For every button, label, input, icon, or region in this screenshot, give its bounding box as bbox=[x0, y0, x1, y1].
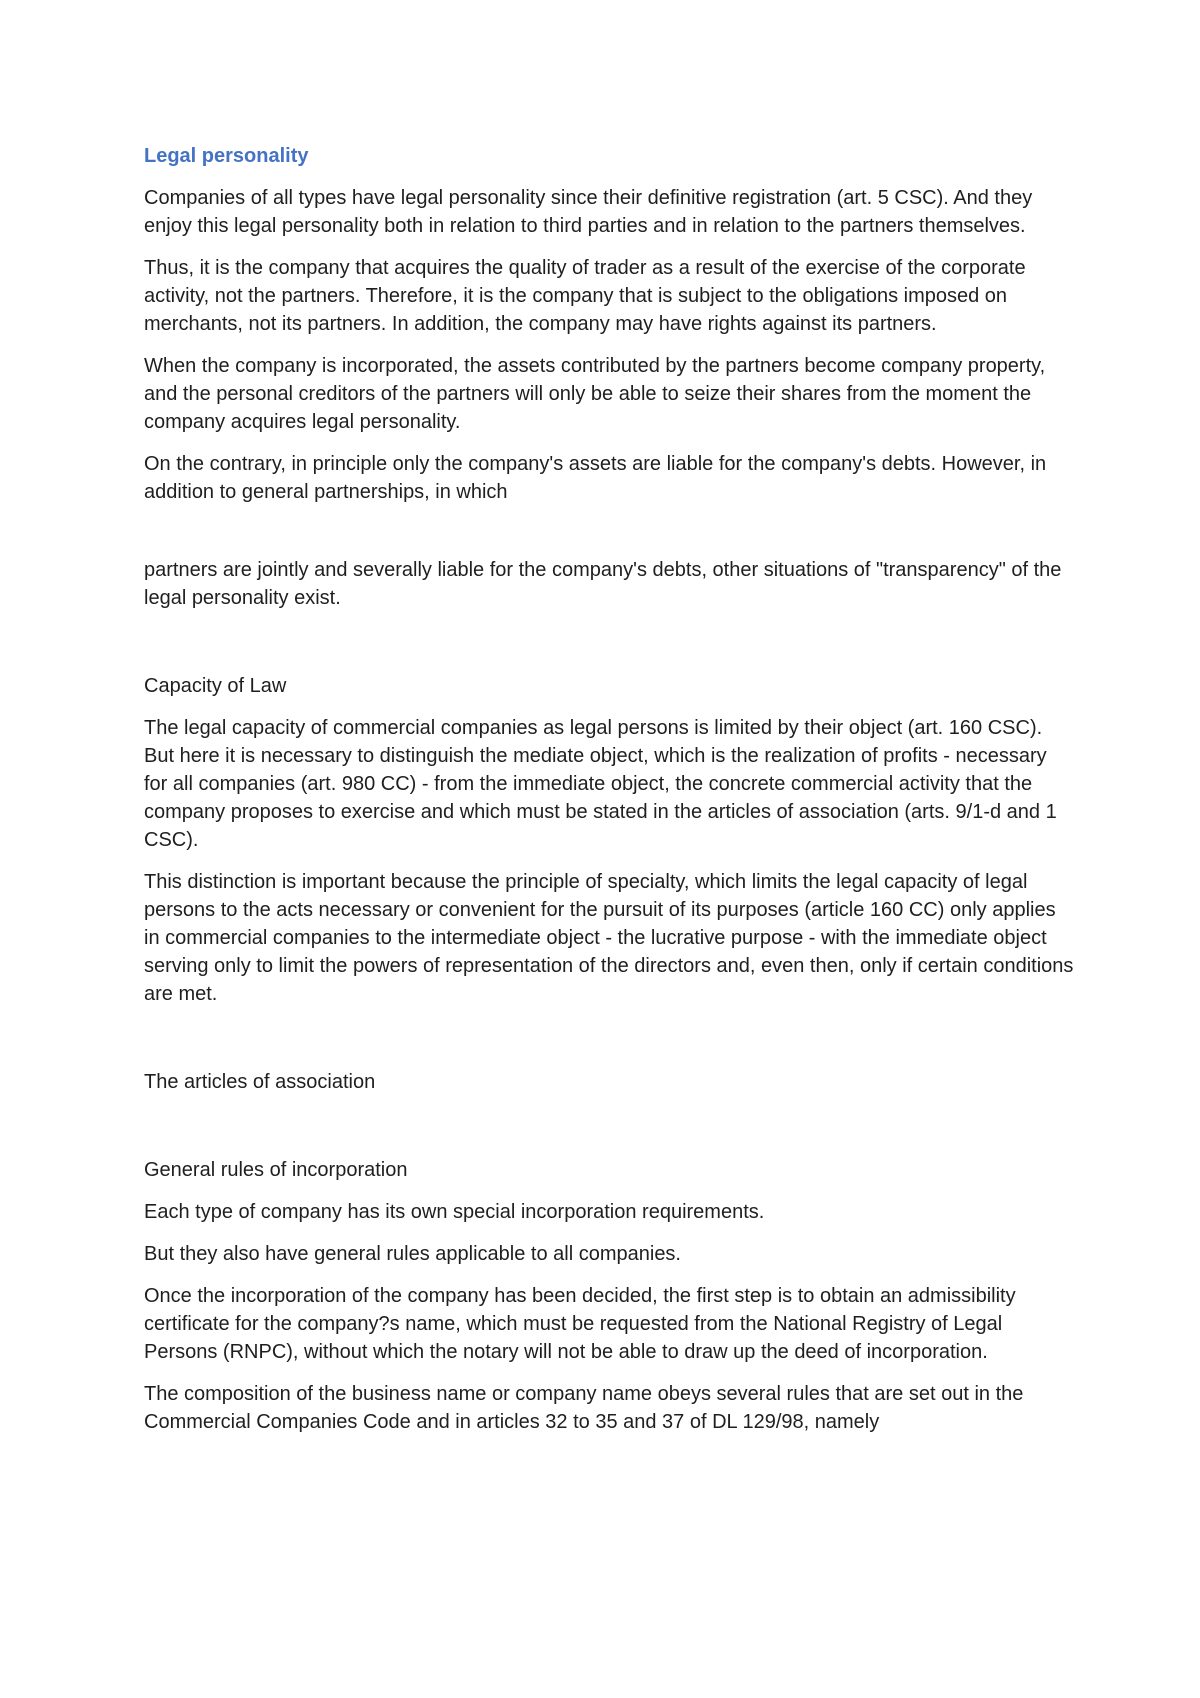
paragraph: Each type of company has its own special incorporation requirements. bbox=[144, 1201, 765, 1223]
page-break-spacer bbox=[144, 506, 1074, 556]
section-heading-articles-of-association: The articles of association bbox=[144, 1071, 376, 1093]
paragraph: Companies of all types have legal personality since their definitive registration (art. 5 CSC). And they enjoy this legal personality both in relation to third parties and in relation to the partners themselves. bbox=[144, 187, 1033, 237]
paragraph: This distinction is important because the principle of specialty, which limits the legal capacity of legal persons to the acts necessary or convenient for the pursuit of its purposes (article 160 CC) only applies in commercial companies to the intermediate object - the lucrative purpose - with the immediate object serving only to limit the powers of representation of the directors and, even then, only if certain conditions are met. bbox=[144, 871, 1074, 1005]
paragraph: The legal capacity of commercial companies as legal persons is limited by their object (art. 160 CSC). But here it is necessary to distinguish the mediate object, which is the realization of profits - necessary for all companies (art. 980 CC) - from the immediate object, the concrete commercial activity that the company proposes to exercise and which must be stated in the articles of association (arts. 9/1-d and 1 CSC). bbox=[144, 717, 1057, 851]
paragraph: partners are jointly and severally liable for the company's debts, other situations of "transparency" of the legal personality exist. bbox=[144, 559, 1062, 609]
paragraph: Thus, it is the company that acquires the quality of trader as a result of the exercise of the corporate activity, not the partners. Therefore, it is the company that is subject to the obligations imposed on merchants, not its partners. In addition, the company may have rights against its partners. bbox=[144, 257, 1026, 335]
section-spacer bbox=[144, 626, 1074, 672]
document-body bbox=[144, 142, 1074, 1450]
paragraph: But they also have general rules applicable to all companies. bbox=[144, 1243, 681, 1265]
section-spacer bbox=[144, 1022, 1074, 1068]
section-spacer bbox=[144, 1110, 1074, 1156]
section-heading-legal-personality: Legal personality bbox=[144, 145, 309, 167]
section-heading-capacity-of-law: Capacity of Law bbox=[144, 675, 287, 697]
paragraph: The composition of the business name or company name obeys several rules that are set out in the Commercial Companies Code and in articles 32 to 35 and 37 of DL 129/98, namely bbox=[144, 1383, 1024, 1433]
paragraph: When the company is incorporated, the assets contributed by the partners become company property, and the personal creditors of the partners will only be able to seize their shares from the moment the company acquires legal personality. bbox=[144, 355, 1046, 433]
paragraph: On the contrary, in principle only the company's assets are liable for the company's debts. However, in addition to general partnerships, in which bbox=[144, 453, 1047, 503]
paragraph: Once the incorporation of the company has been decided, the first step is to obtain an admissibility certificate for the company?s name, which must be requested from the National Registry of Legal Persons (RNPC), without which the notary will not be able to draw up the deed of incorporation. bbox=[144, 1285, 1016, 1363]
section-heading-general-rules: General rules of incorporation bbox=[144, 1159, 408, 1181]
